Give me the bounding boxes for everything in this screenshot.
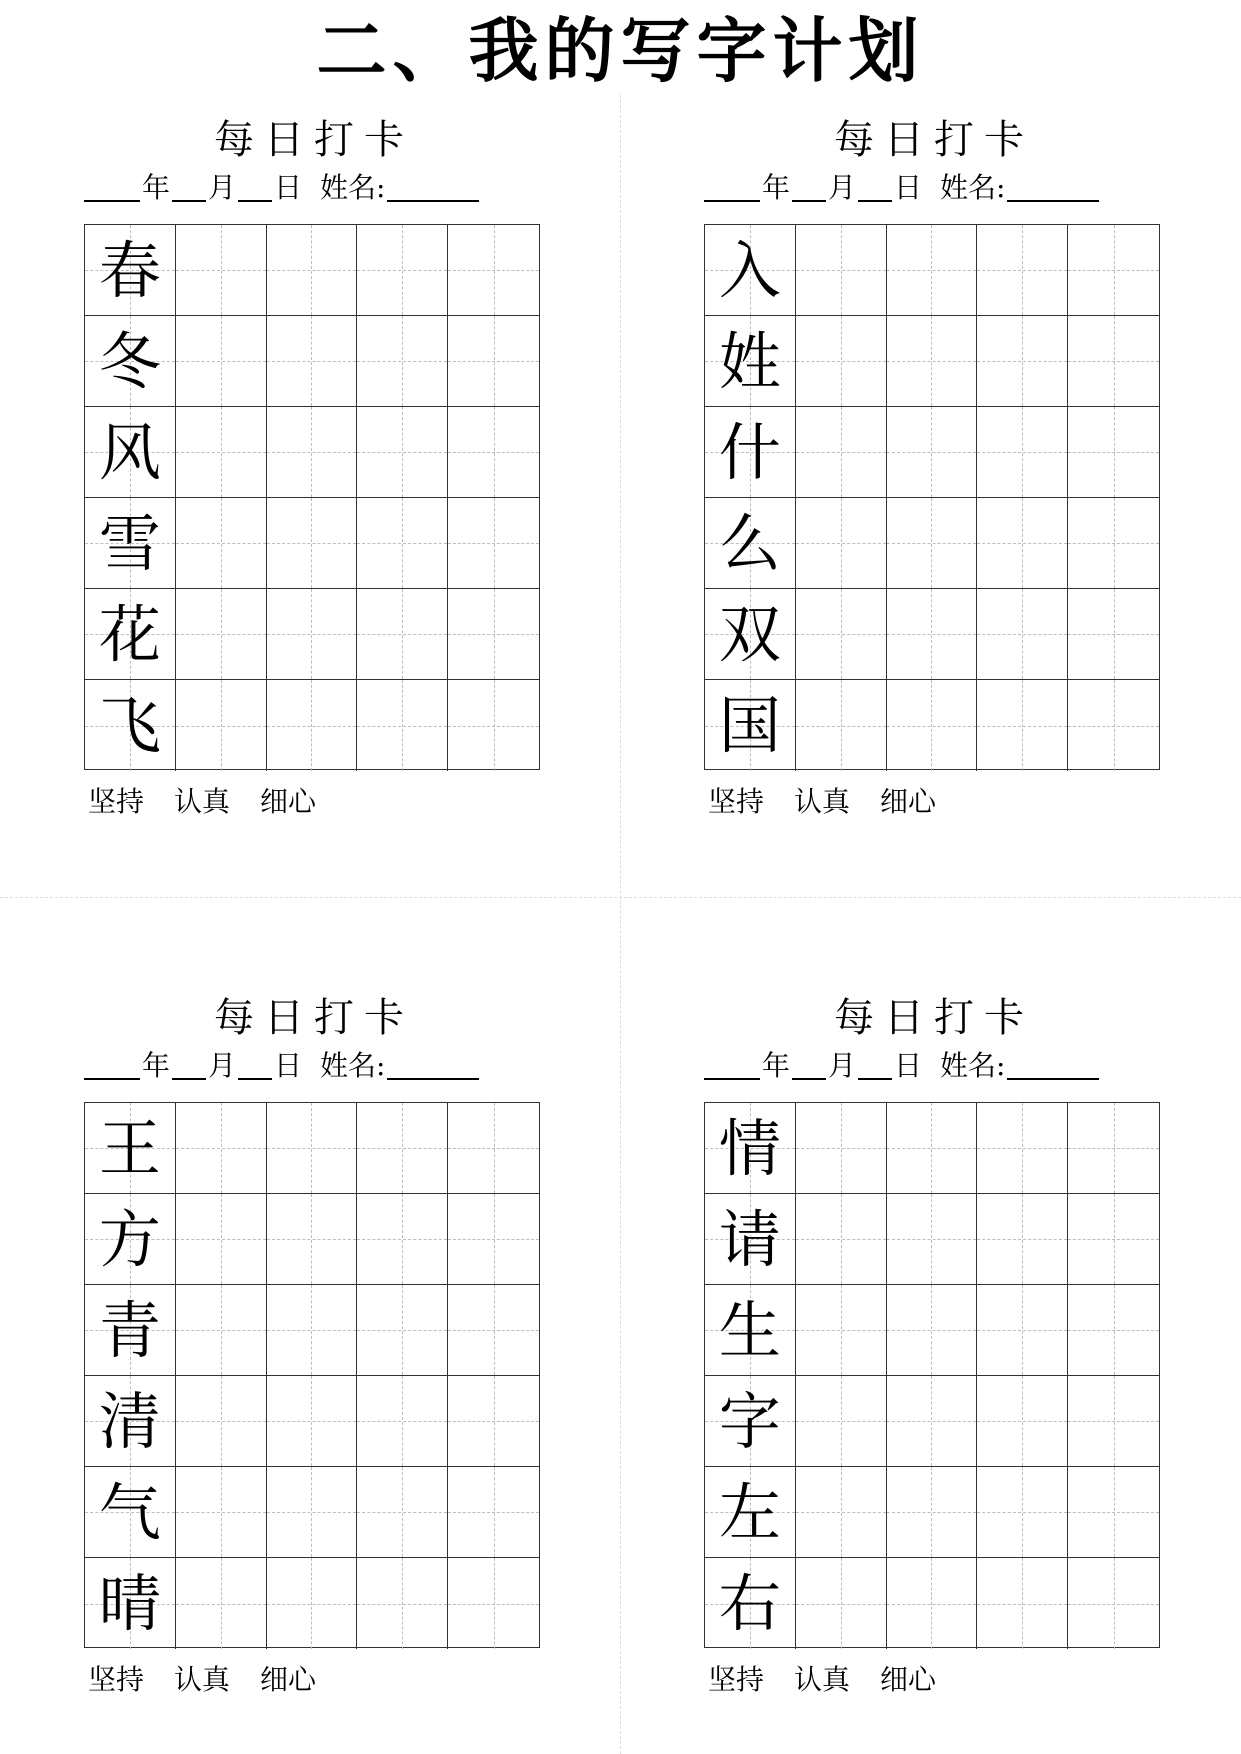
grid-row [705, 225, 1159, 316]
practice-cell[interactable] [887, 680, 978, 771]
name-blank[interactable] [387, 170, 479, 202]
practice-cell[interactable] [1068, 589, 1159, 679]
grid-row [85, 225, 539, 316]
practice-cell[interactable] [357, 1194, 448, 1284]
model-character: 风 [98, 416, 161, 489]
practice-cell[interactable] [448, 1285, 539, 1375]
practice-cell[interactable] [977, 1376, 1068, 1466]
motto-word: 细心 [880, 785, 937, 818]
practice-cell[interactable] [796, 1558, 887, 1649]
practice-cell[interactable] [176, 680, 267, 771]
model-char-cell [85, 680, 176, 771]
model-char-cell [85, 589, 176, 679]
vertical-cut-line [620, 95, 621, 1754]
day-blank[interactable] [238, 1048, 272, 1080]
day-label: 日 [274, 1049, 303, 1082]
practice-cell[interactable] [448, 680, 539, 771]
practice-cell[interactable] [796, 225, 887, 315]
model-char-cell [85, 498, 176, 588]
grid-row [705, 407, 1159, 498]
practice-cell[interactable] [176, 316, 267, 406]
practice-cell[interactable] [448, 407, 539, 497]
practice-cell[interactable] [267, 316, 358, 406]
model-character: 气 [98, 1476, 161, 1549]
grid-row [705, 589, 1159, 680]
tianzige-grid [84, 224, 540, 770]
practice-cell[interactable] [1068, 1558, 1159, 1649]
practice-cell[interactable] [448, 316, 539, 406]
card-heading: 每日打卡 [834, 117, 1034, 163]
practice-cell[interactable] [448, 1467, 539, 1557]
model-char-cell [705, 680, 796, 771]
practice-cell[interactable] [448, 225, 539, 315]
date-name-line [704, 168, 1164, 208]
practice-cell[interactable] [176, 1285, 267, 1375]
day-label: 日 [274, 171, 303, 204]
practice-cell[interactable] [796, 407, 887, 497]
practice-cell[interactable] [357, 1467, 448, 1557]
motto-word: 细心 [260, 785, 317, 818]
card-heading: 每日打卡 [214, 117, 414, 163]
grid-row [705, 1467, 1159, 1558]
practice-cell[interactable] [176, 407, 267, 497]
practice-cell[interactable] [977, 1285, 1068, 1375]
practice-cell[interactable] [448, 1194, 539, 1284]
model-char-cell [705, 498, 796, 588]
model-character: 情 [718, 1112, 781, 1185]
practice-cell[interactable] [887, 1194, 978, 1284]
practice-cell[interactable] [176, 1103, 267, 1193]
day-label: 日 [894, 171, 923, 204]
practice-cell[interactable] [977, 407, 1068, 497]
model-char-cell [705, 1558, 796, 1649]
model-character: 青 [98, 1294, 161, 1367]
practice-cell[interactable] [357, 407, 448, 497]
practice-cell[interactable] [887, 1467, 978, 1557]
card-heading: 每日打卡 [834, 995, 1034, 1041]
year-blank[interactable] [704, 1048, 760, 1080]
motto-word: 认真 [174, 1663, 231, 1696]
motto-word: 细心 [880, 1663, 937, 1696]
motto-line [708, 1660, 966, 1700]
grid-row [85, 1376, 539, 1467]
model-char-cell [85, 1194, 176, 1284]
practice-card [704, 112, 1164, 832]
motto-line [88, 1660, 346, 1700]
practice-cell[interactable] [267, 680, 358, 771]
model-character: 王 [98, 1112, 161, 1185]
practice-cell[interactable] [1068, 1376, 1159, 1466]
name-label: 姓名: [320, 171, 386, 204]
practice-cell[interactable] [176, 589, 267, 679]
name-blank[interactable] [1007, 1048, 1099, 1080]
grid-row [705, 1285, 1159, 1376]
month-label: 月 [828, 171, 857, 204]
grid-row [85, 316, 539, 407]
practice-cell[interactable] [267, 407, 358, 497]
model-character: 清 [98, 1385, 161, 1458]
grid-row [85, 1558, 539, 1649]
grid-row [705, 1103, 1159, 1194]
page-title: 二、我的写字计划 [316, 10, 925, 92]
practice-cell[interactable] [1068, 225, 1159, 315]
model-character: 请 [718, 1203, 781, 1276]
tianzige-grid [704, 1102, 1160, 1648]
practice-cell[interactable] [796, 1376, 887, 1466]
model-character: 花 [98, 598, 161, 671]
tianzige-grid [704, 224, 1160, 770]
practice-cell[interactable] [1068, 498, 1159, 588]
day-label: 日 [894, 1049, 923, 1082]
model-char-cell [705, 1467, 796, 1557]
practice-cell[interactable] [977, 1194, 1068, 1284]
model-character: 国 [718, 689, 781, 762]
practice-cell[interactable] [796, 1194, 887, 1284]
motto-word: 认真 [174, 785, 231, 818]
practice-cell[interactable] [887, 1376, 978, 1466]
practice-card [84, 990, 544, 1710]
model-char-cell [85, 316, 176, 406]
practice-cell[interactable] [796, 498, 887, 588]
practice-cell[interactable] [796, 1103, 887, 1193]
practice-cell[interactable] [1068, 407, 1159, 497]
grid-row [705, 316, 1159, 407]
day-blank[interactable] [238, 170, 272, 202]
motto-line [88, 782, 346, 822]
practice-cell[interactable] [267, 1467, 358, 1557]
practice-cell[interactable] [796, 589, 887, 679]
motto-word: 认真 [794, 1663, 851, 1696]
grid-row [705, 680, 1159, 771]
motto-word: 细心 [260, 1663, 317, 1696]
practice-cell[interactable] [887, 1103, 978, 1193]
practice-cell[interactable] [176, 1558, 267, 1649]
practice-cell[interactable] [796, 680, 887, 771]
motto-word: 坚持 [88, 1663, 145, 1696]
model-character: 春 [98, 234, 161, 307]
grid-row [705, 1558, 1159, 1649]
practice-cell[interactable] [267, 1558, 358, 1649]
model-character: 字 [718, 1385, 781, 1458]
grid-row [85, 498, 539, 589]
model-character: 入 [718, 234, 781, 307]
model-char-cell [85, 407, 176, 497]
year-label: 年 [142, 1049, 171, 1082]
practice-cell[interactable] [977, 1103, 1068, 1193]
practice-cell[interactable] [176, 1194, 267, 1284]
practice-cell[interactable] [977, 1558, 1068, 1649]
model-char-cell [705, 1103, 796, 1193]
model-char-cell [85, 1103, 176, 1193]
model-char-cell [85, 1376, 176, 1466]
year-label: 年 [142, 171, 171, 204]
practice-cell[interactable] [977, 316, 1068, 406]
month-blank[interactable] [172, 1048, 206, 1080]
practice-cell[interactable] [796, 1467, 887, 1557]
practice-card [704, 990, 1164, 1710]
model-char-cell [85, 1558, 176, 1649]
practice-cell[interactable] [448, 1376, 539, 1466]
practice-cell[interactable] [977, 225, 1068, 315]
grid-row [85, 589, 539, 680]
practice-cell[interactable] [887, 316, 978, 406]
model-char-cell [705, 1285, 796, 1375]
practice-cell[interactable] [796, 1285, 887, 1375]
model-char-cell [705, 589, 796, 679]
practice-cell[interactable] [977, 498, 1068, 588]
year-label: 年 [762, 171, 791, 204]
horizontal-cut-line [0, 897, 1241, 898]
month-label: 月 [828, 1049, 857, 1082]
day-blank[interactable] [858, 170, 892, 202]
practice-cell[interactable] [887, 1285, 978, 1375]
practice-cell[interactable] [267, 589, 358, 679]
model-char-cell [705, 1194, 796, 1284]
model-char-cell [705, 1376, 796, 1466]
model-character: 冬 [98, 325, 161, 398]
grid-row [85, 1285, 539, 1376]
model-character: 姓 [718, 325, 781, 398]
practice-cell[interactable] [887, 589, 978, 679]
practice-cell[interactable] [267, 1194, 358, 1284]
practice-cell[interactable] [176, 225, 267, 315]
practice-cell[interactable] [267, 498, 358, 588]
practice-cell[interactable] [267, 1103, 358, 1193]
practice-cell[interactable] [448, 1103, 539, 1193]
name-blank[interactable] [387, 1048, 479, 1080]
practice-cell[interactable] [977, 1467, 1068, 1557]
practice-cell[interactable] [1068, 680, 1159, 771]
practice-cell[interactable] [977, 589, 1068, 679]
model-char-cell [705, 225, 796, 315]
practice-cell[interactable] [1068, 1467, 1159, 1557]
grid-row [85, 407, 539, 498]
practice-cell[interactable] [176, 498, 267, 588]
practice-cell[interactable] [357, 1376, 448, 1466]
model-char-cell [705, 407, 796, 497]
model-character: 方 [98, 1203, 161, 1276]
model-char-cell [85, 1285, 176, 1375]
name-label: 姓名: [320, 1049, 386, 1082]
month-blank[interactable] [792, 1048, 826, 1080]
practice-cell[interactable] [357, 589, 448, 679]
year-blank[interactable] [84, 170, 140, 202]
practice-cell[interactable] [357, 498, 448, 588]
model-char-cell [85, 225, 176, 315]
name-label: 姓名: [940, 171, 1006, 204]
grid-row [705, 1194, 1159, 1285]
month-blank[interactable] [792, 170, 826, 202]
practice-cell[interactable] [796, 316, 887, 406]
model-character: 什 [718, 416, 781, 489]
practice-cell[interactable] [887, 407, 978, 497]
grid-row [85, 680, 539, 771]
year-blank[interactable] [84, 1048, 140, 1080]
motto-word: 坚持 [708, 785, 765, 818]
practice-cell[interactable] [357, 680, 448, 771]
model-character: 右 [718, 1567, 781, 1640]
month-label: 月 [208, 171, 237, 204]
grid-row [85, 1194, 539, 1285]
motto-word: 坚持 [88, 785, 145, 818]
model-character: 雪 [98, 507, 161, 580]
practice-cell[interactable] [1068, 1103, 1159, 1193]
year-label: 年 [762, 1049, 791, 1082]
model-character: 生 [718, 1294, 781, 1367]
tianzige-grid [84, 1102, 540, 1648]
date-name-line [84, 1046, 544, 1086]
model-character: 飞 [98, 689, 161, 762]
practice-cell[interactable] [1068, 1194, 1159, 1284]
practice-cell[interactable] [267, 1285, 358, 1375]
practice-cell[interactable] [887, 225, 978, 315]
practice-cell[interactable] [267, 1376, 358, 1466]
practice-cell[interactable] [1068, 316, 1159, 406]
model-char-cell [85, 1467, 176, 1557]
model-character: 双 [718, 598, 781, 671]
year-blank[interactable] [704, 170, 760, 202]
practice-cell[interactable] [887, 1558, 978, 1649]
model-character: 么 [718, 507, 781, 580]
grid-row [85, 1103, 539, 1194]
practice-cell[interactable] [448, 498, 539, 588]
practice-cell[interactable] [176, 1376, 267, 1466]
practice-cell[interactable] [357, 1103, 448, 1193]
practice-card [84, 112, 544, 832]
motto-line [708, 782, 966, 822]
name-blank[interactable] [1007, 170, 1099, 202]
model-char-cell [705, 316, 796, 406]
month-label: 月 [208, 1049, 237, 1082]
grid-row [85, 1467, 539, 1558]
date-name-line [704, 1046, 1164, 1086]
practice-cell[interactable] [977, 680, 1068, 771]
date-name-line [84, 168, 544, 208]
practice-cell[interactable] [357, 1285, 448, 1375]
grid-row [705, 1376, 1159, 1467]
practice-cell[interactable] [357, 225, 448, 315]
model-character: 晴 [98, 1567, 161, 1640]
motto-word: 坚持 [708, 1663, 765, 1696]
model-character: 左 [718, 1476, 781, 1549]
practice-cell[interactable] [176, 1467, 267, 1557]
practice-cell[interactable] [448, 589, 539, 679]
practice-cell[interactable] [887, 498, 978, 588]
practice-cell[interactable] [267, 225, 358, 315]
month-blank[interactable] [172, 170, 206, 202]
practice-cell[interactable] [357, 1558, 448, 1649]
practice-cell[interactable] [1068, 1285, 1159, 1375]
name-label: 姓名: [940, 1049, 1006, 1082]
practice-cell[interactable] [448, 1558, 539, 1649]
grid-row [705, 498, 1159, 589]
motto-word: 认真 [794, 785, 851, 818]
card-heading: 每日打卡 [214, 995, 414, 1041]
day-blank[interactable] [858, 1048, 892, 1080]
practice-cell[interactable] [357, 316, 448, 406]
